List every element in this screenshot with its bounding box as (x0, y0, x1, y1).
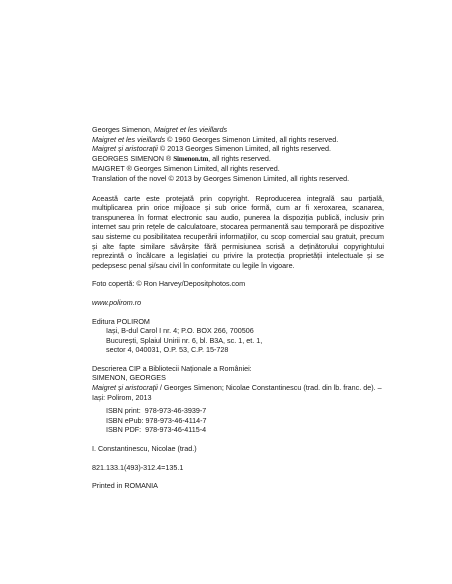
cip-description-text: / Georges Simenon; Nicolae Constantinescu (trad. din lb. franc. de). – Iași: Polirom, 2013 (92, 383, 382, 402)
trademark-prefix: GEORGES SIMENON ® (92, 153, 174, 163)
copyright-page (92, 125, 384, 491)
copyright-line-original (92, 135, 384, 145)
website-link[interactable]: www.polirom.ro (92, 297, 142, 307)
copyright-notice-original: © 1960 Georges Simenon Limited, all rights reserved. (165, 134, 339, 144)
legal-notice: Această carte este protejată prin copyright. Reproducerea integrală sau parțială, multiplicarea prin orice mijloace și sub orice formă, cum ar fi xeroxarea, scanarea, transpunerea în format electronic sau audio, punerea la dispoziția publică, inclusiv prin internet sau prin rețele de calculatoare, stocarea permanentă sau temporară pe dispozitive sau sisteme cu posibilitatea recuperării informațiilor, cu scop comercial sau gratuit, precum și alte fapte similare săvârșite fără permisiunea scrisă a deținătorului copyrightului reprezintă o încălcare a legislației cu privire la protecția proprietății intelectuale și se pedepsesc penal și/sau civil în conformitate cu legile în vigoare. (92, 193, 384, 270)
cip-title: Maigret și aristocrații (92, 383, 158, 393)
publisher-address-2: București, Splaiul Unirii nr. 6, bl. B3A, sc. 1, et. 1, (106, 335, 263, 345)
author-text: Georges Simenon, (92, 125, 154, 134)
trademark-rest: , all rights reserved. (208, 153, 271, 163)
cip-classification: 821.133.1(493)-312.4=135.1 (92, 462, 184, 472)
trademark-line (92, 154, 384, 165)
publisher-block (92, 317, 384, 355)
publisher-name: Editura POLIROM (92, 316, 150, 326)
maigret-trademark-line: MAIGRET ® Georges Simenon Limited, all rights reserved. (92, 164, 280, 174)
publisher-address-3: sector 4, 040031, O.P. 53, C.P. 15-728 (106, 345, 229, 355)
copyright-line-translation (92, 144, 384, 154)
cip-translator: I. Constantinescu, Nicolae (trad.) (92, 444, 197, 454)
simenon-logo: Simenon.tm (173, 154, 209, 163)
cip-block (92, 364, 384, 472)
original-title-small: Maigret et les vieillards (92, 134, 166, 144)
copyright-block (92, 125, 384, 184)
original-title-line (92, 125, 384, 135)
cip-heading: Descrierea CIP a Bibliotecii Naționale a României: (92, 363, 252, 373)
cip-author: SIMENON, GEORGES (92, 373, 166, 383)
printed-in: Printed in ROMANIA (92, 481, 158, 491)
publisher-address-1: Iași, B-dul Carol I nr. 4; P.O. BOX 266, 700506 (106, 326, 254, 336)
translation-rights-line: Translation of the novel © 2013 by Georges Simenon Limited, all rights reserved. (92, 173, 350, 183)
isbn-epub: ISBN ePub: 978-973-46-4114-7 (106, 415, 207, 425)
cip-description (92, 383, 384, 402)
cover-photo-credit: Foto copertă: © Ron Harvey/Depositphotos.com (92, 279, 246, 289)
isbn-pdf: ISBN PDF: 978-973-46-4115-4 (106, 425, 207, 435)
copyright-notice-translation: © 2013 Georges Simenon Limited, all rights reserved. (157, 144, 331, 154)
translated-title: Maigret și aristocrații (92, 144, 158, 154)
isbn-print: ISBN print: 978-973-46-3939-7 (106, 406, 207, 416)
original-title: Maigret et les vieillards (153, 125, 228, 134)
